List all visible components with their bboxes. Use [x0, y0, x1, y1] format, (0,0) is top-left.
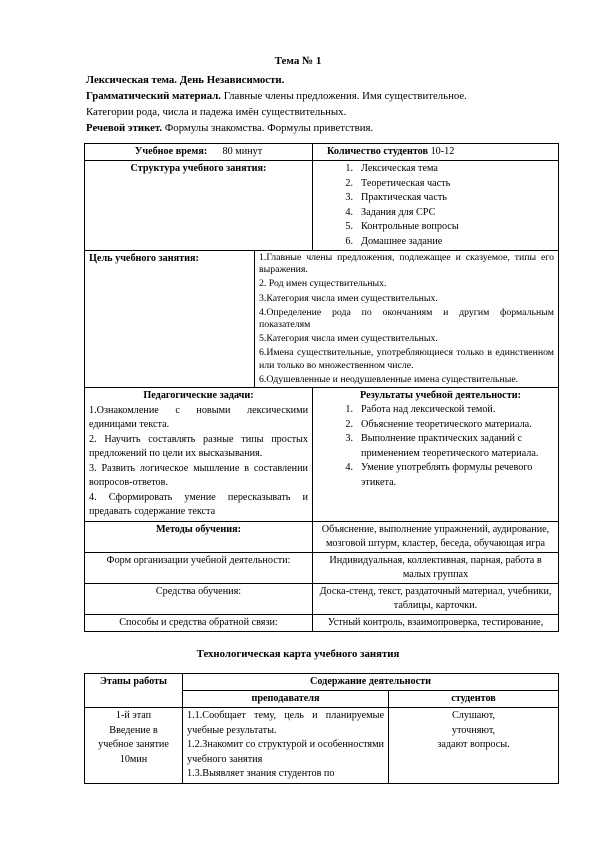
list-item: 5.Категория числа имен существительных.	[259, 333, 438, 345]
list-item: 1.1.Сообщает тему, цель и планируемые учебные результаты.	[187, 710, 384, 736]
student-activity-cell: Слушают, уточняют, задают вопросы.	[389, 708, 559, 784]
list-item: 4.Определение рода по окончаниям и другим формальным показателям	[259, 306, 555, 331]
list-item: 1.3.Выявляет знания студентов по	[187, 768, 335, 779]
feedback-value: Устный контроль, взаимопроверка, тестирование,	[313, 614, 559, 631]
structure-list	[327, 162, 554, 249]
tech-map-header-row	[85, 674, 559, 691]
tech-map-table	[84, 673, 559, 784]
feedback-row	[85, 614, 559, 631]
list-item: 6.Имена существительные, употребляющиеся только в единственном или только во множественном числе.	[259, 347, 555, 371]
goal-row	[85, 251, 559, 388]
content-header: Содержание деятельности	[183, 674, 559, 691]
students-count-cell	[313, 144, 559, 161]
stage-cell: 1-й этап Введение в учебное занятие 10мин	[85, 708, 183, 784]
list-item: 3. Практическая часть	[345, 192, 447, 203]
list-item: 3. Развить логическое мышление в составлении вопросов-ответов.	[89, 462, 309, 489]
list-item: 1. Работа над лексической темой.	[345, 404, 496, 416]
lexical-topic-label: Лексическая тема.	[86, 74, 178, 86]
grammar-line-2: Категории рода, числа и падежа имён существительных.	[86, 106, 347, 118]
speech-etiquette-label: Речевой этикет.	[86, 122, 163, 134]
teacher-header: преподавателя	[183, 691, 389, 708]
list-item: 6.Одушевленные и неодушевленные имена существительные.	[259, 373, 519, 385]
table-row	[85, 708, 559, 784]
tasks-results-row	[85, 388, 559, 522]
students-count-value: 10-12	[430, 146, 455, 157]
goal-label: Цель учебного занятия:	[85, 251, 255, 388]
list-item: 6. Домашнее задание	[345, 235, 443, 247]
teacher-activity-cell	[183, 708, 389, 784]
grammar-value: Главные члены предложения. Имя существительное.	[223, 90, 467, 102]
structure-list-cell	[313, 161, 559, 251]
students-count-label: Количество студентов	[327, 146, 429, 157]
list-item: 2. Теоретическая часть	[345, 177, 451, 189]
results-cell	[313, 388, 559, 522]
lesson-info-table	[84, 143, 559, 632]
list-item: 1. Лексическая тема	[345, 163, 438, 174]
students-header: студентов	[389, 691, 559, 708]
structure-label: Структура учебного занятия:	[85, 161, 313, 251]
time-label: Учебное время:	[134, 146, 208, 157]
lexical-topic-line	[86, 72, 526, 88]
lexical-topic-value: День Независимости.	[179, 74, 285, 86]
tasks-label: Педагогические задачи:	[143, 390, 254, 402]
methods-row	[85, 521, 559, 552]
list-item: 2. Род имен существительных.	[259, 278, 387, 290]
list-item: 5. Контрольные вопросы	[345, 221, 459, 232]
goal-list-cell	[255, 251, 559, 388]
forms-label: Форм организации учебной деятельности:	[85, 552, 313, 583]
feedback-label: Способы и средства обратной связи:	[85, 614, 313, 631]
speech-etiquette-value: Формулы знакомства. Формулы приветствия.	[164, 122, 374, 134]
list-item: 1.Ознакомление с новыми лексическими единицами текста.	[89, 404, 309, 431]
methods-label: Методы обучения:	[85, 521, 313, 552]
structure-row	[85, 161, 559, 251]
methods-value: Объяснение, выполнение упражнений, аудирование, мозговой штурм, кластер, беседа, обучающая игра	[313, 521, 559, 552]
list-item: 4. Задания для СРС	[345, 206, 436, 218]
means-row	[85, 583, 559, 614]
list-item: 3. Выполнение практических заданий с применением теоретического материала.	[345, 433, 539, 459]
list-item: 3.Категория числа имен существительных.	[259, 292, 438, 304]
page-title: Тема № 1	[274, 55, 322, 67]
forms-value: Индивидуальная, коллективная, парная, работа в малых группах	[313, 552, 559, 583]
results-label: Результаты учебной деятельности:	[360, 390, 521, 402]
list-item: 2. Объяснение теоретического материала.	[345, 418, 532, 430]
time-value: 80 минут	[222, 146, 263, 157]
list-item: 1.Главные члены предложения, подлежащее и сказуемое, типы его выражения.	[259, 252, 555, 276]
grammar-label: Грамматический материал.	[86, 90, 222, 102]
forms-row	[85, 552, 559, 583]
means-label: Средства обучения:	[85, 583, 313, 614]
means-value: Доска-стенд, текст, раздаточный материал, учебники, таблицы, карточки.	[313, 583, 559, 614]
time-cell	[85, 144, 313, 161]
tasks-cell	[85, 388, 313, 522]
results-list	[327, 403, 554, 490]
stages-header: Этапы работы	[85, 674, 183, 708]
list-item: 4. Сформировать умение пересказывать и предавать содержание текста	[89, 491, 309, 518]
list-item: 2. Научить составлять разные типы простых предложений по цели их высказывания.	[89, 433, 309, 460]
speech-etiquette-line	[86, 120, 526, 136]
list-item: 1.2.Знакомит со структурой и особенностями учебного занятия	[187, 739, 384, 765]
grammar-line	[86, 88, 526, 104]
time-row	[85, 144, 559, 161]
list-item: 4. Умение употреблять формулы речевого этикета.	[345, 462, 533, 488]
section-title: Технологическая карта учебного занятия	[196, 648, 400, 660]
